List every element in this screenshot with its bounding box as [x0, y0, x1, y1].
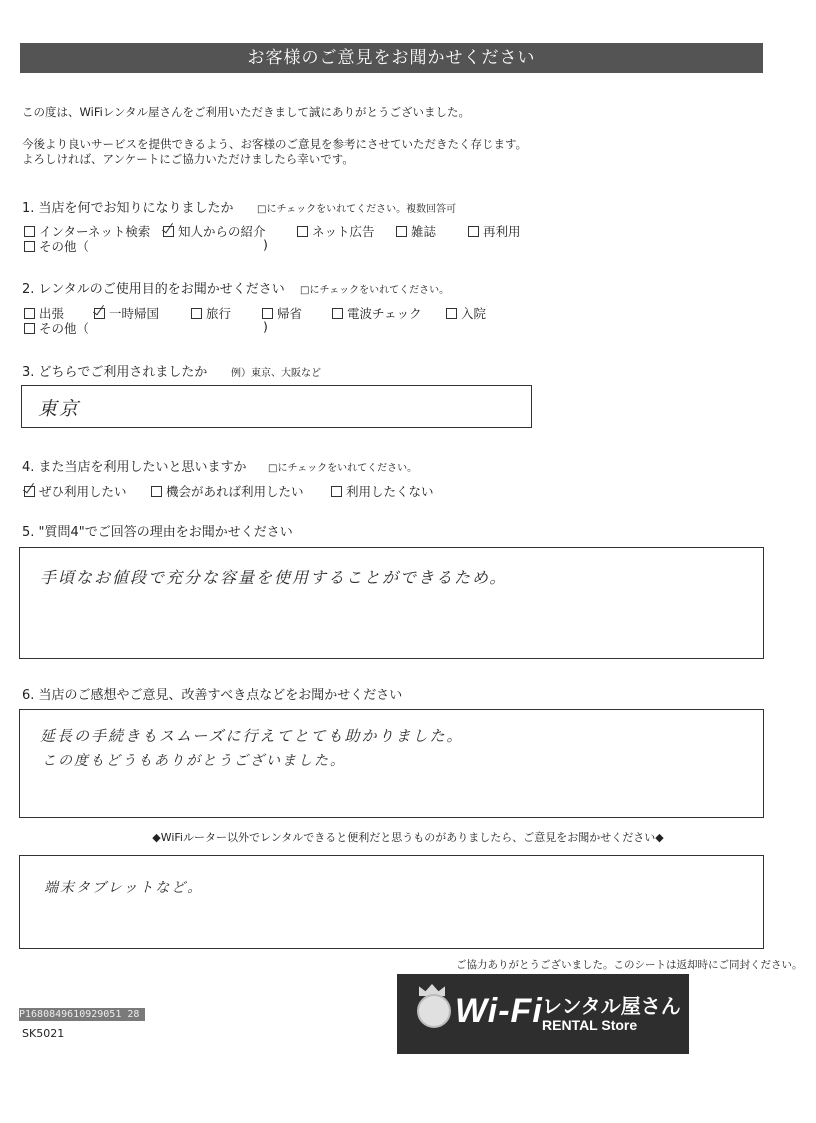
q2-option-business[interactable]: 出張 — [24, 304, 64, 322]
q2-label: 2. レンタルのご使用目的をお聞かせください — [22, 282, 285, 297]
intro-line-2: 今後より良いサービスを提供できるよう、お客様のご意見を参考にさせていただきたく存じます。 — [22, 137, 528, 151]
q3-example: 例）東京、大阪など — [231, 368, 321, 379]
checked-checkbox-icon — [163, 226, 174, 237]
barcode-label: P1680849610929051 28 — [19, 1008, 145, 1021]
q4-option-no[interactable]: 利用したくない — [331, 482, 434, 500]
q6-answer-line-1: 延長の手続きもスムーズに行えてとても助かりました。 — [40, 727, 464, 745]
checkbox-icon — [191, 308, 202, 319]
checkbox-icon — [331, 486, 342, 497]
q3-label: 3. どちらでご利用されましたか — [22, 365, 208, 380]
q1-option-other[interactable]: その他（ — [24, 237, 89, 255]
q2-option-signal-check[interactable]: 電波チェック — [332, 304, 422, 322]
q2-other-close: ) — [263, 319, 268, 334]
footer-thanks: ご協力ありがとうございました。このシートは返却時にご同封ください。 — [456, 959, 803, 971]
mascot-icon — [417, 994, 451, 1028]
q4-option-if-chance[interactable]: 機会があれば利用したい — [151, 482, 304, 500]
q5-answer-box[interactable] — [19, 547, 764, 659]
checkbox-icon — [262, 308, 273, 319]
q1-option-search[interactable]: インターネット検索 — [24, 222, 150, 240]
checkbox-icon — [297, 226, 308, 237]
logo-rental-en: RENTAL Store — [542, 1017, 638, 1033]
checkbox-icon — [151, 486, 162, 497]
q1-option-magazine[interactable]: 雑誌 — [396, 222, 436, 240]
page-title: お客様のご意見をお聞かせください — [20, 43, 763, 73]
q4-note: □にチェックをいれてください。 — [268, 463, 418, 474]
checkbox-icon — [468, 226, 479, 237]
q7-answer-box[interactable] — [19, 855, 764, 949]
q1-option-reuse[interactable]: 再利用 — [468, 222, 521, 240]
checkbox-icon — [446, 308, 457, 319]
q1-option-net-ad[interactable]: ネット広告 — [297, 222, 375, 240]
q6-label: 6. 当店のご感想やご意見、改善すべき点などをお聞かせください — [22, 688, 403, 703]
q1-label: 1. 当店を何でお知りになりましたか — [22, 201, 234, 216]
logo-rental-jp: レンタル屋さん — [542, 994, 681, 1018]
checkbox-icon — [24, 241, 35, 252]
q1-note: □にチェックをいれてください。複数回答可 — [257, 204, 457, 215]
q1-option-referral[interactable]: 知人からの紹介 — [163, 222, 266, 240]
logo-wifi: Wi-Fi — [455, 992, 543, 1030]
q6-answer-box[interactable] — [19, 709, 764, 818]
checked-checkbox-icon — [94, 308, 105, 319]
checked-checkbox-icon — [24, 486, 35, 497]
sheet-code: SK5021 — [22, 1027, 65, 1040]
q2-option-travel[interactable]: 旅行 — [191, 304, 231, 322]
q2-option-other[interactable]: その他（ — [24, 319, 89, 337]
checkbox-icon — [396, 226, 407, 237]
q7-answer: 端末タブレットなど。 — [44, 880, 204, 896]
intro-line-1: この度は、WiFiレンタル屋さんをご利用いただきまして誠にありがとうございました。 — [22, 105, 471, 119]
store-logo — [397, 974, 689, 1054]
q6-answer-line-2: この度もどうもありがとうございました。 — [42, 753, 346, 769]
checkbox-icon — [332, 308, 343, 319]
q1-other-close: ) — [263, 237, 268, 252]
q4-label: 4. また当店を利用したいと思いますか — [22, 460, 247, 475]
q3-answer: 東京 — [38, 398, 81, 420]
q2-option-homecoming[interactable]: 帰省 — [262, 304, 302, 322]
q5-label: 5. "質問4"でご回答の理由をお聞かせください — [22, 525, 293, 540]
q2-option-hospital[interactable]: 入院 — [446, 304, 486, 322]
checkbox-icon — [24, 226, 35, 237]
q2-note: □にチェックをいれてください。 — [300, 285, 450, 296]
q7-label: ◆WiFiルーター以外でレンタルできると便利だと思うものがありましたら、ご意見をお聞かせください◆ — [152, 831, 664, 844]
q3-answer-box[interactable] — [21, 385, 532, 428]
q5-answer: 手頃なお値段で充分な容量を使用することができるため。 — [40, 568, 508, 587]
q4-option-definitely[interactable]: ぜひ利用したい — [24, 482, 127, 500]
intro-line-3: よろしければ、アンケートにご協力いただけましたら幸いです。 — [22, 152, 354, 166]
checkbox-icon — [24, 323, 35, 334]
checkbox-icon — [24, 308, 35, 319]
q2-option-temporary-return[interactable]: 一時帰国 — [94, 304, 159, 322]
